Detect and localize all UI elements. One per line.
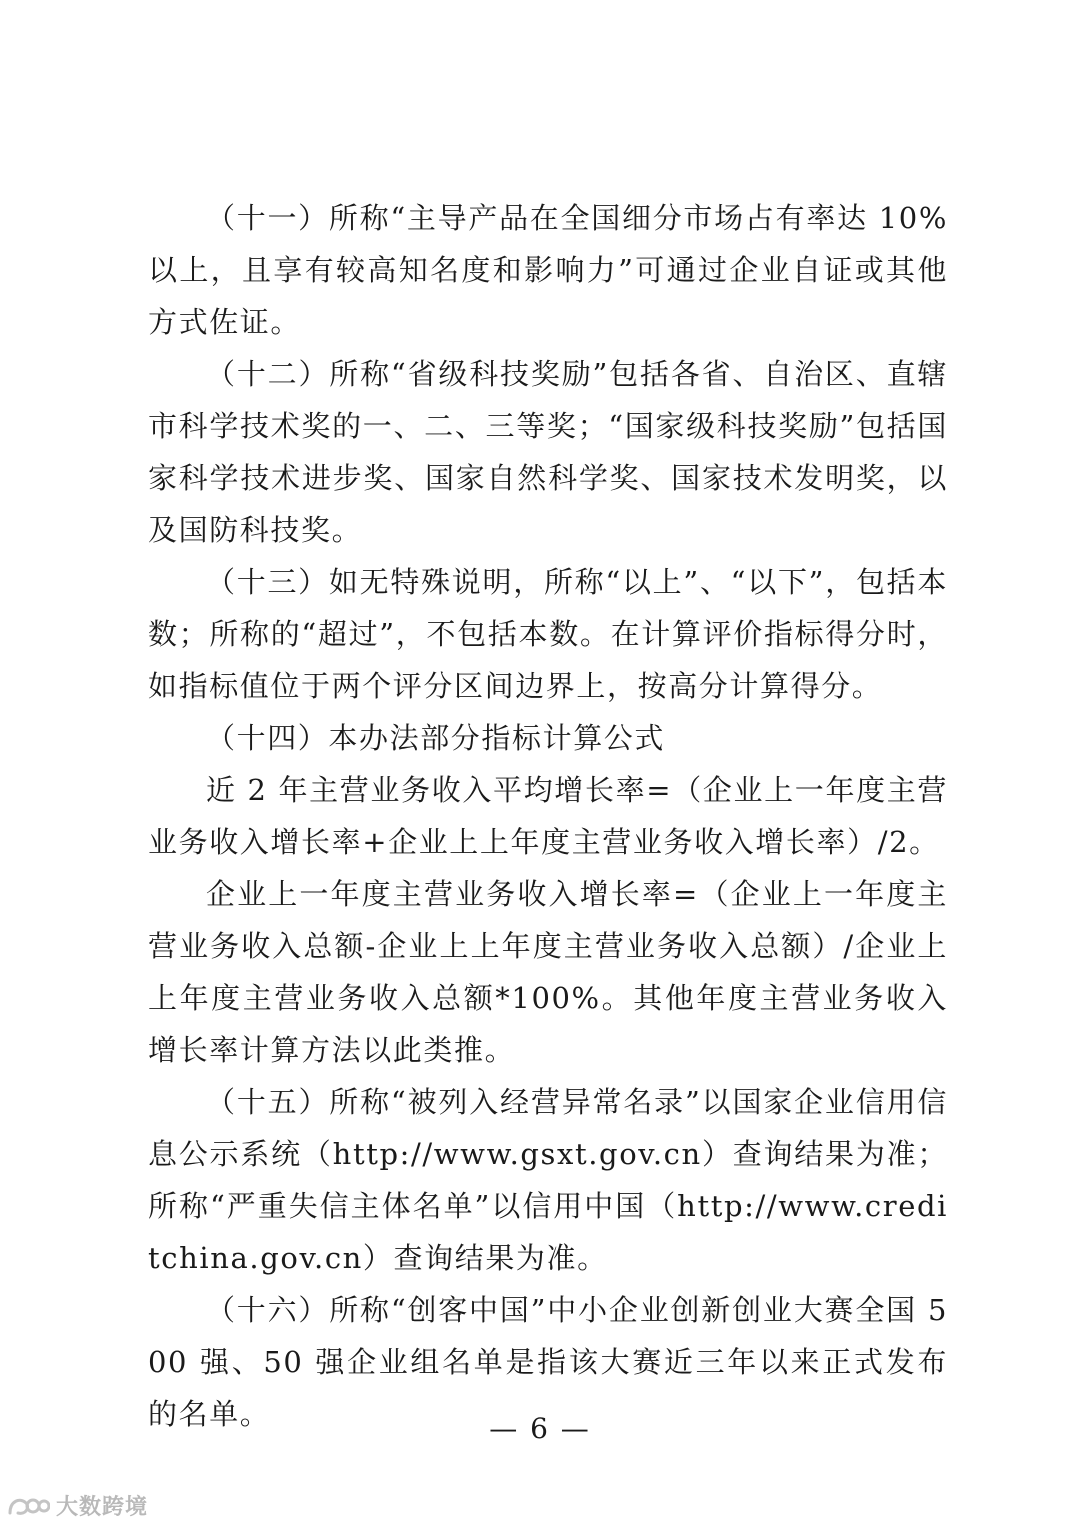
- page-number: — 6 —: [489, 1412, 591, 1445]
- paragraph-12: （十二）所称“省级科技奖励”包括各省、自治区、直辖市科学技术奖的一、二、三等奖；“国家级科技奖励”包括国家科学技术进步奖、国家自然科学奖、国家技术发明奖，以及国防科技奖。: [148, 357, 948, 547]
- paragraph-13: （十三）如无特殊说明，所称“以上”、“以下”，包括本数；所称的“超过”，不包括本数。在计算评价指标得分时，如指标值位于两个评分区间边界上，按高分计算得分。: [148, 565, 948, 703]
- paragraph-15: （十五）所称“被列入经营异常名录”以国家企业信用信息公示系统（http://www.gsxt.gov.cn）查询结果为准；所称“严重失信主体名单”以信用中国（http://www.creditchina.gov.cn）查询结果为准。: [148, 1085, 948, 1275]
- logo-icon: [6, 1493, 50, 1519]
- paragraph-16: （十六）所称“创客中国”中小企业创新创业大赛全国 500 强、50 强企业组名单是指该大赛近三年以来正式发布的名单。: [148, 1293, 948, 1431]
- paragraph-14-heading: （十四）本办法部分指标计算公式: [206, 721, 666, 755]
- watermark: [6, 1490, 148, 1521]
- watermark-text: 大数跨境: [56, 1495, 149, 1520]
- formula-annual-growth: 企业上一年度主营业务收入增长率=（企业上一年度主营业务收入总额-企业上上年度主营业务收入总额）/企业上上年度主营业务收入总额*100%。其他年度主营业务收入增长率计算方法以此类推。: [148, 877, 948, 1067]
- formula-average-growth: 近 2 年主营业务收入平均增长率=（企业上一年度主营业务收入增长率+企业上上年度主营业务收入增长率）/2。: [148, 773, 948, 859]
- paragraph-11: （十一）所称“主导产品在全国细分市场占有率达 10%以上，且享有较高知名度和影响力”可通过企业自证或其他方式佐证。: [148, 201, 948, 339]
- document-body: [148, 192, 948, 1440]
